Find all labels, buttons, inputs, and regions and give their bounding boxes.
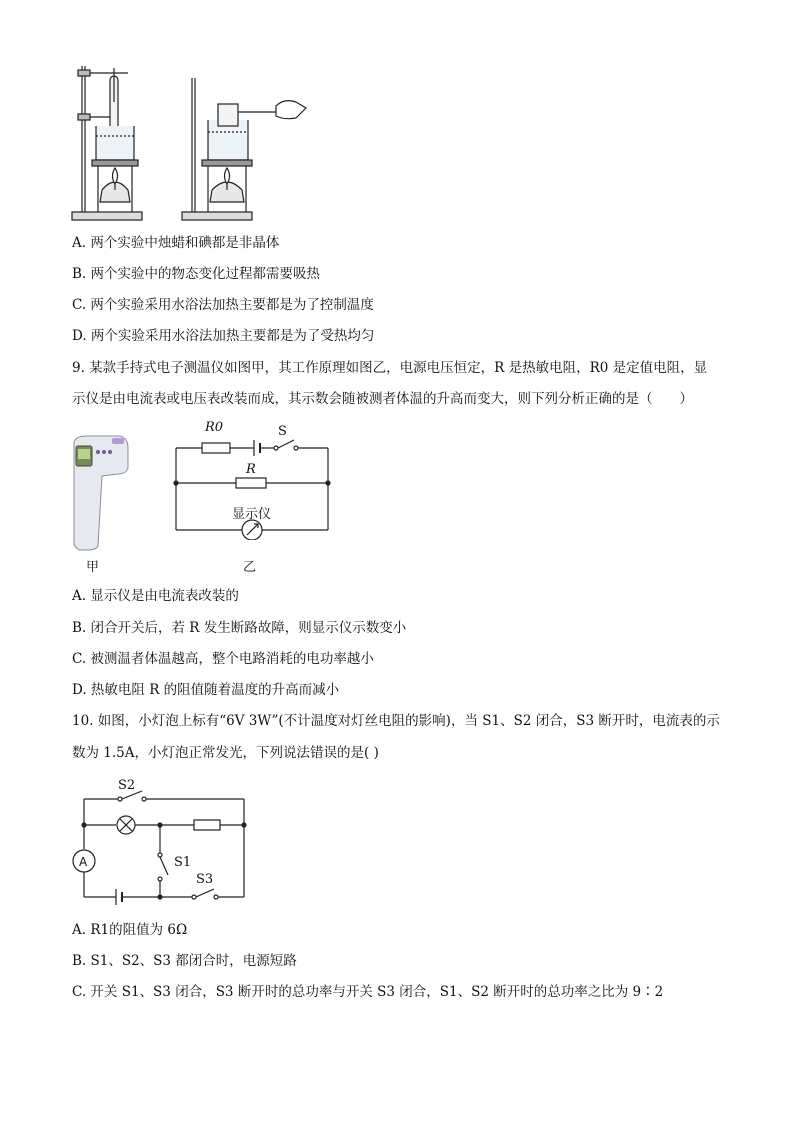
q10-circuit-diagram [68,775,252,905]
q9-option-b: B. 闭合开关后，若 R 发生断路故障，则显示仪示数变小 [72,620,407,636]
q10-option-b: B. S1、S2、S3 都闭合时，电源短路 [72,953,297,969]
label-display: 显示仪 [232,507,272,522]
label-r: R [246,462,256,477]
q10-option-c: C. 开关 S1、S3 闭合，S3 断开时的总功率与开关 S3 闭合，S1、S2 断开时的总功率之比为 9∶2 [72,984,664,1000]
q8-option-d: D. 两个实验采用水浴法加热主要都是为了受热均匀 [72,328,375,344]
q9-option-d: D. 热敏电阻 R 的阻值随着温度的升高而减小 [72,682,340,698]
label-s1: S1 [174,855,192,870]
q8-option-b: B. 两个实验中的物态变化过程都需要吸热 [72,266,321,282]
label-s3: S3 [196,872,214,887]
q9-circuit-diagram [170,420,334,540]
thermometer-illustration [68,434,132,552]
q9-stem-line1: 9. 某款手持式电子测温仪如图甲，其工作原理如图乙，电源电压恒定，R 是热敏电阻，R0 是定值电阻，显 [72,360,708,376]
q8-option-c: C. 两个实验采用水浴法加热主要都是为了控制温度 [72,297,374,313]
q8-option-a: A. 两个实验中烛蜡和碘都是非晶体 [72,235,280,251]
q10-stem-line1: 10. 如图，小灯泡上标有“6V 3W”(不计温度对灯丝电阻的影响)，当 S1、S2 闭合，S3 断开时，电流表的示 [72,713,720,729]
ammeter-label: A [79,855,88,869]
figure-label-jia: 甲 [86,560,100,575]
figure-label-yi: 乙 [243,560,257,575]
label-s2: S2 [118,778,136,793]
label-switch-s: S [278,424,287,439]
q10-option-a: A. R1的阻值为 6Ω [72,922,188,938]
q9-stem-line2: 示仪是由电流表或电压表改装而成，其示数会随被测者体温的升高而变大，则下列分析正确的是（ ） [72,391,693,407]
label-r0: R0 [205,420,224,435]
q9-option-a: A. 显示仪是由电流表改装的 [72,588,239,604]
q8-apparatus-figure [70,62,310,224]
q10-stem-line2: 数为 1.5A，小灯泡正常发光，下列说法错误的是( ) [72,745,379,761]
q9-option-c: C. 被测温者体温越高，整个电路消耗的电功率越小 [72,651,374,667]
